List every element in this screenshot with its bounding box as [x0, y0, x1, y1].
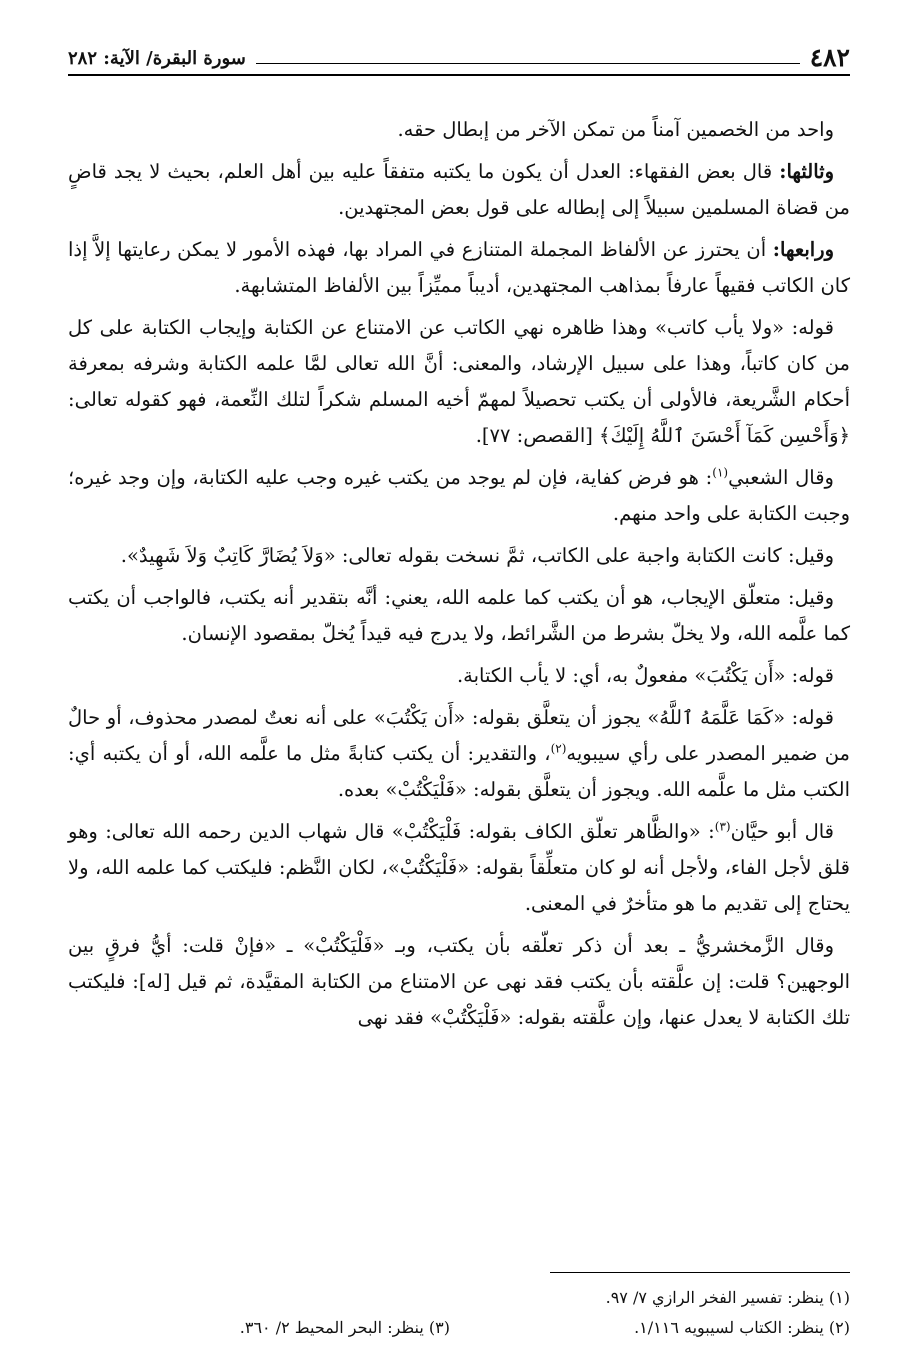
- footnote-3: (٣) ينظر: البحر المحيط ٢/ ٣٦٠.: [239, 1318, 450, 1337]
- footnote-marker[interactable]: (٢): [550, 741, 567, 756]
- paragraph-text: أن يحترز عن الألفاظ المجملة المتنازع في المراد بها، فهذه الأمور لا يمكن رعايتها إلاَّ إذا كان الكاتب فقيهاً عارفاً بمذاهب المجتهدين، أديباً مميِّزاً بين الألفاظ المتشابهة.: [68, 238, 850, 297]
- footnote-marker[interactable]: (١): [712, 465, 729, 480]
- paragraph-lead: وثالثها:: [779, 160, 834, 183]
- paragraph-text: قوله: «كَمَا عَلَّمَهُ ٱللَّهُ» يجوز أن يتعلَّق بقوله: «أَن يَكْتُبَ» على أنه نعتٌ لمصدر محذوف، أو حالٌ من ضمير المصدر على رأي سيبويه: [68, 706, 850, 765]
- running-header: [68, 34, 850, 76]
- paragraph: [68, 814, 850, 922]
- paragraph-text: واحد من الخصمين آمناً من تمكن الآخر من إبطال حقه.: [397, 118, 834, 141]
- paragraph-text: وقيل: متعلّق الإيجاب، هو أن يكتب كما علمه الله، يعني: أنَّه بتقدير أنه يكتب، فالواجب أن يكتب كما علَّمه الله، ولا يخلّ بشرط من الشَّرائط، ولا يدرج فيه قيداً يُخلّ بمقصود الإنسان.: [68, 586, 850, 645]
- footnote-marker[interactable]: (٣): [714, 819, 731, 834]
- paragraph: [68, 154, 850, 226]
- paragraph: [68, 538, 850, 574]
- paragraph: [68, 928, 850, 1036]
- paragraph-text: قال بعض الفقهاء: العدل أن يكون ما يكتبه متفقاً عليه بين أهل العلم، بحيث لا يجد قاضٍ من قضاة المسلمين سبيلاً إلى إبطاله على قول بعض المجتهدين.: [68, 160, 850, 219]
- paragraph: [68, 460, 850, 532]
- footnotes: [68, 1272, 850, 1343]
- paragraph-text: قال أبو حيَّان: [730, 820, 834, 843]
- paragraph-text: قوله: «ولا يأب كاتب» وهذا ظاهره نهي الكاتب عن الامتناع عن الكتابة وإيجاب الكتابة على كل من كان كاتباً، وهذا على سبيل الإرشاد، والمعنى: أنَّ الله تعالى لمَّا علمه الكتابة وشرفه بمعرفة أحكام الشَّريعة، فالأولى أن يكتب تحصيلاً لمهمّ أخيه المسلم شكراً لتلك النِّعمة، فهو كقوله تعالى: ﴿وَأَحْسِن كَمَآ أَحْسَنَ ٱللَّهُ إِلَيْكَ﴾ [القصص: ٧٧].: [68, 316, 850, 447]
- paragraph-text-cont: : هو فرض كفاية، فإن لم يوجد من يكتب غيره وجب عليه الكتابة، وإن وجد غيره؛ وجبت الكتابة على واحد منهم.: [68, 466, 850, 525]
- footnote-rule: [550, 1272, 850, 1273]
- paragraph-text: وقال الزَّمخشريُّ ـ بعد أن ذكر تعلّقه بأن يكتب، وبـ «فَلْيَكْتُبْ» ـ «فإنْ قلت: أيُّ فرقٍ بين الوجهين؟ قلت: إن علَّقته بأن يكتب فقد نهى عن الامتناع من الكتابة المقيَّدة، ثم قيل [له]: فليكتب تلك الكتابة لا يعدل عنها، وإن علَّقته بقوله: «فَلْيَكْتُبْ» فقد نهى: [68, 934, 850, 1029]
- paragraph-text-cont: ، والتقدير: أن يكتب كتابةً مثل ما علَّمه الله، أو أن يكتبه أي: الكتب مثل ما علَّمه الله. ويجوز أن يتعلَّق بقوله: «فَلْيَكْتُبْ» بعده.: [68, 742, 850, 801]
- body-text: [68, 112, 850, 1042]
- paragraph: [68, 232, 850, 304]
- footnote-row: [68, 1283, 850, 1313]
- footnote-1: (١) ينظر: تفسير الفخر الرازي ٧/ ٩٧.: [605, 1288, 850, 1307]
- header-rule: [256, 63, 800, 64]
- paragraph: [68, 658, 850, 694]
- paragraph-text: قوله: «أَن يَكْتُبَ» مفعولٌ به، أي: لا يأب الكتابة.: [456, 664, 834, 687]
- page-number: ٤٨٢: [809, 43, 850, 72]
- paragraph: [68, 700, 850, 808]
- paragraph-text-cont: : «والظَّاهر تعلّق الكاف بقوله: فَلْيَكْتُبْ» قال شهاب الدين رحمه الله تعالى: وهو قلق لأجل الفاء، ولأجل أنه لو كان متعلِّقاً بقوله: «فَلْيَكْتُبْ»، لكان النَّظم: فليكتب كما علمه الله، ولا يحتاج إلى تقديم ما هو متأخرٌ في المعنى.: [68, 820, 850, 915]
- paragraph-text: وقال الشعبي: [728, 466, 834, 489]
- footnote-2: (٢) ينظر: الكتاب لسيبويه ١/١١٦.: [634, 1318, 850, 1337]
- footnote-row: [68, 1313, 850, 1343]
- paragraph: [68, 112, 850, 148]
- paragraph: [68, 310, 850, 454]
- header-title: سورة البقرة/ الآية: ٢٨٢: [68, 48, 246, 69]
- paragraph-text: وقيل: كانت الكتابة واجبة على الكاتب، ثمَّ نسخت بقوله تعالى: «وَلاَ يُضَارَّ كَاتِبٌ وَلاَ شَهِيدٌ».: [120, 544, 834, 567]
- paragraph: [68, 580, 850, 652]
- paragraph-lead: ورابعها:: [772, 238, 834, 261]
